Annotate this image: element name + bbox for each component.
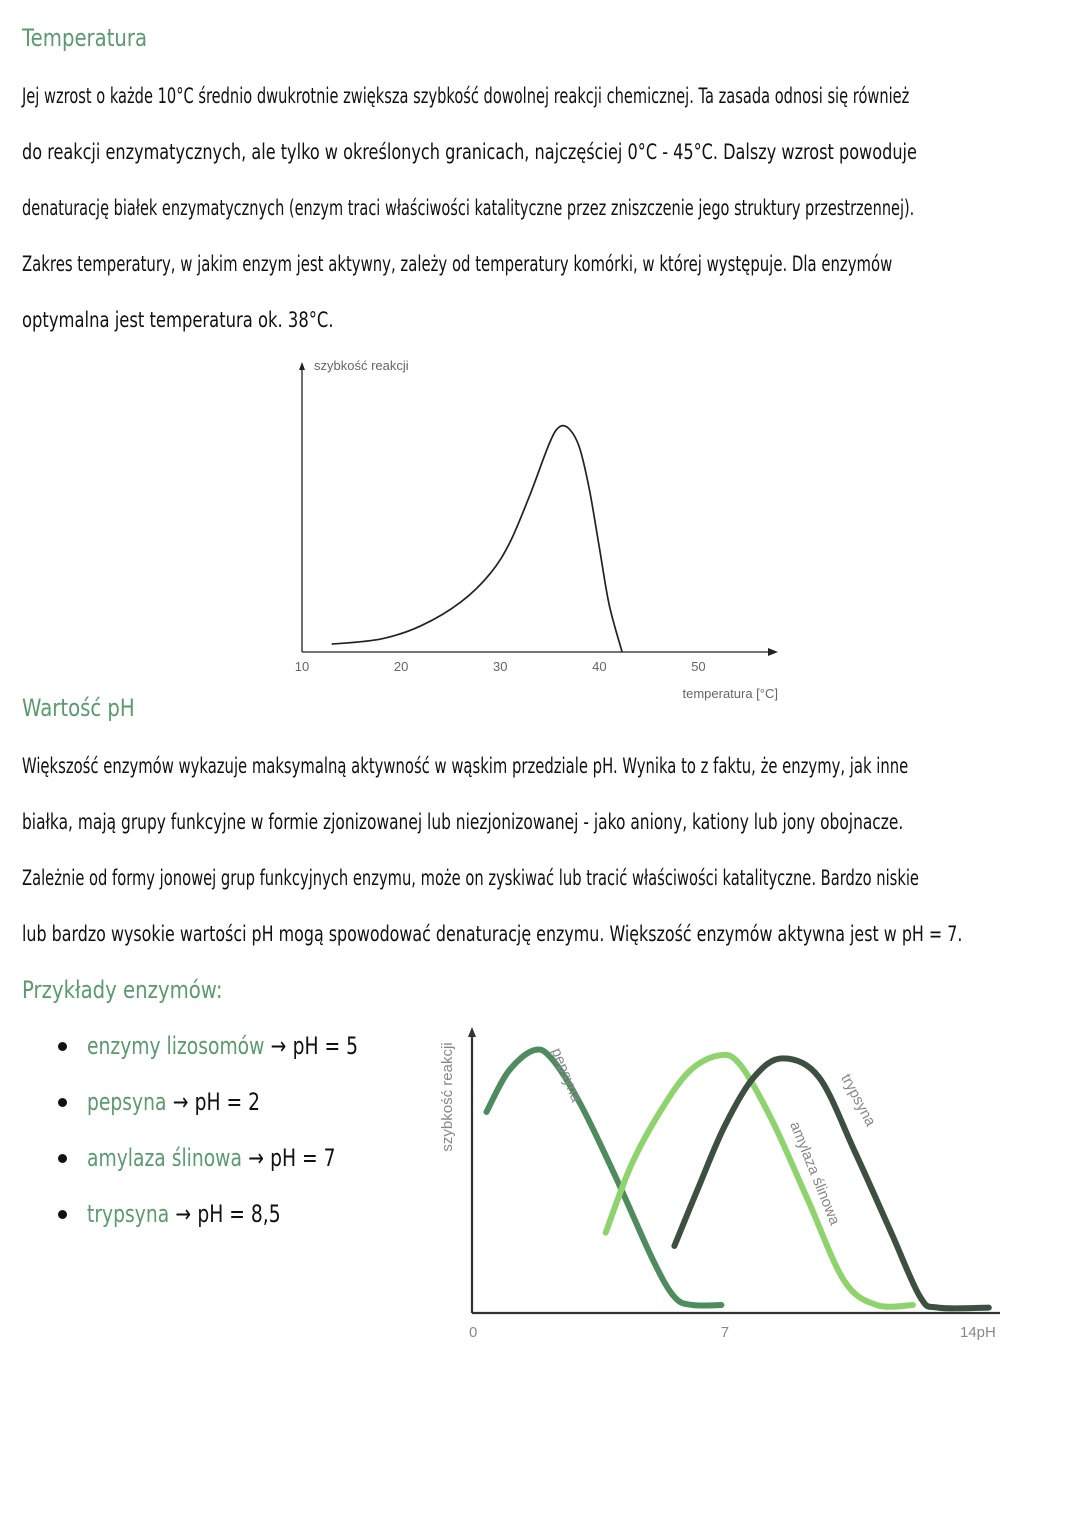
enzyme-name: enzymy lizosomów bbox=[87, 1032, 265, 1060]
section-title-ph: Wartość pH bbox=[22, 694, 135, 722]
bullet-icon bbox=[58, 1042, 67, 1051]
enzyme-ph: pH = 5 bbox=[292, 1032, 359, 1060]
x-tick-label: 7 bbox=[720, 1324, 730, 1341]
section-title-temperatura: Temperatura bbox=[22, 24, 148, 52]
enzyme-name: amylaza ślinowa bbox=[87, 1144, 242, 1172]
bullet-icon bbox=[58, 1098, 67, 1107]
temperature-paragraph-line: denaturację białek enzymatycznych (enzym traci właściwości katalityczne przez zniszczenie jego struktury przestrzennej). bbox=[22, 196, 915, 220]
temperature-paragraph-line: do reakcji enzymatycznych, ale tylko w określonych granicach, najczęściej 0°C - 45°C. Dalszy wzrost powoduje bbox=[22, 140, 917, 164]
series-line-3 bbox=[674, 1058, 988, 1308]
examples-title: Przykłady enzymów: bbox=[22, 976, 223, 1004]
x-tick-label: 14pH bbox=[960, 1324, 996, 1341]
list-item bbox=[58, 1018, 435, 1074]
enzyme-ph: pH = 8,5 bbox=[197, 1200, 281, 1228]
bullet-icon bbox=[58, 1210, 67, 1219]
ph-paragraph-line: Większość enzymów wykazuje maksymalną aktywność w wąskim przedziale pH. Wynika to z faktu, że enzymy, jak inne bbox=[22, 754, 909, 778]
list-item bbox=[58, 1130, 435, 1186]
enzyme-name: pepsyna bbox=[87, 1088, 167, 1116]
arrow-right-icon: → bbox=[172, 1088, 189, 1116]
x-tick-label: 20 bbox=[393, 659, 409, 674]
series-label: pepsyna bbox=[547, 1045, 585, 1105]
enzyme-ph: pH = 2 bbox=[194, 1088, 261, 1116]
temperature-paragraph-line: optymalna jest temperatura ok. 38°C. bbox=[22, 308, 334, 332]
x-tick-label: 0 bbox=[469, 1324, 478, 1341]
temperature-paragraph-line: Zakres temperatury, w jakim enzym jest aktywny, zależy od temperatury komórki, w której występuje. Dla enzymów bbox=[22, 252, 893, 276]
y-axis-label: szybkość reakcji bbox=[314, 358, 409, 373]
y-axis-arrow-icon bbox=[299, 362, 305, 370]
ph-paragraph-line: białka, mają grupy funkcyjne w formie zjonizowanej lub niezjonizowanej - jako aniony, kationy lub jony obojnacze. bbox=[22, 810, 904, 834]
temperature-paragraph-line: Jej wzrost o każde 10°C średnio dwukrotnie zwiększa szybkość dowolnej reakcji chemicznej. Ta zasada odnosi się również bbox=[22, 84, 910, 108]
temperature-curve bbox=[332, 426, 622, 652]
list-item bbox=[58, 1186, 435, 1242]
y-axis-label: szybkość reakcji bbox=[439, 1042, 456, 1152]
x-axis-arrow-icon bbox=[768, 648, 778, 656]
arrow-right-icon: → bbox=[175, 1200, 192, 1228]
list-item bbox=[58, 1074, 435, 1130]
enzyme-examples-list bbox=[58, 1018, 435, 1242]
ph-chart bbox=[420, 1005, 1040, 1355]
x-tick-label: 30 bbox=[492, 659, 508, 674]
enzyme-name: trypsyna bbox=[87, 1200, 170, 1228]
x-axis-label: temperatura [°C] bbox=[682, 686, 778, 701]
series-label: trypsyna bbox=[837, 1071, 879, 1130]
x-tick-label: 10 bbox=[294, 659, 310, 674]
bullet-icon bbox=[58, 1154, 67, 1163]
series-label: amylaza ślinowa bbox=[786, 1119, 844, 1228]
series-line-1 bbox=[487, 1049, 722, 1305]
temperature-chart-svg bbox=[270, 350, 790, 710]
enzyme-ph: pH = 7 bbox=[270, 1144, 336, 1172]
ph-paragraph-line: lub bardzo wysokie wartości pH mogą spowodować denaturację enzymu. Większość enzymów aktywna jest w pH = 7. bbox=[22, 922, 963, 946]
x-tick-label: 40 bbox=[592, 659, 607, 674]
y-axis-arrow-icon bbox=[468, 1027, 476, 1037]
arrow-right-icon: → bbox=[270, 1032, 287, 1060]
arrow-right-icon: → bbox=[248, 1144, 264, 1172]
ph-chart-svg bbox=[420, 1005, 1040, 1355]
ph-paragraph-line: Zależnie od formy jonowej grup funkcyjnych enzymu, może on zyskiwać lub tracić właściwości katalityczne. Bardzo niskie bbox=[22, 866, 919, 890]
temperature-chart bbox=[270, 350, 790, 710]
x-tick-label: 50 bbox=[691, 659, 706, 674]
